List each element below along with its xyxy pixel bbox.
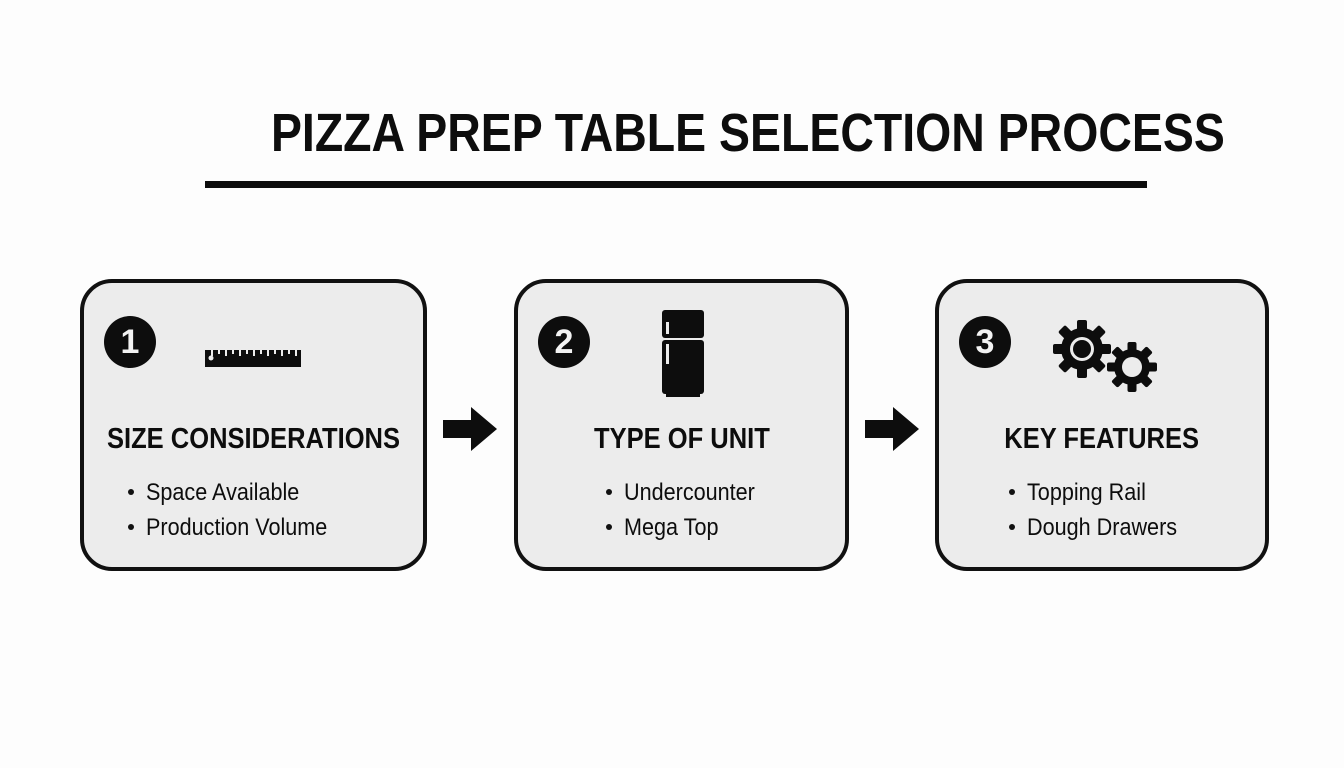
bullet-icon (606, 524, 612, 530)
step-number-badge: 1 (104, 316, 156, 368)
list-item: Production Volume (128, 510, 347, 545)
step-card-type-of-unit (514, 279, 849, 571)
bullet-icon (128, 524, 134, 530)
step-title: SIZE CONSIDERATIONS (106, 423, 401, 455)
ruler-icon (205, 343, 303, 369)
bullet-icon (128, 489, 134, 495)
list-item: Mega Top (606, 510, 769, 545)
step-number-badge: 3 (959, 316, 1011, 368)
step-bullet-list (606, 475, 769, 545)
arrow-right-icon (865, 406, 919, 452)
step-card-size-considerations (80, 279, 427, 571)
refrigerator-icon (662, 310, 706, 398)
list-item: Space Available (128, 475, 347, 510)
list-item: Undercounter (606, 475, 769, 510)
step-title: TYPE OF UNIT (593, 423, 770, 455)
list-item: Topping Rail (1009, 475, 1194, 510)
step-number-badge: 2 (538, 316, 590, 368)
step-card-key-features (935, 279, 1269, 571)
page-title: PIZZA PREP TABLE SELECTION PROCESS (270, 103, 1225, 163)
list-item: Dough Drawers (1009, 510, 1194, 545)
bullet-icon (606, 489, 612, 495)
step-bullet-list (1009, 475, 1194, 545)
title-underline (205, 181, 1147, 188)
step-bullet-list (128, 475, 347, 545)
bullet-icon (1009, 524, 1015, 530)
arrow-right-icon (443, 406, 497, 452)
gears-icon (1052, 319, 1162, 395)
step-title: KEY FEATURES (1004, 423, 1200, 455)
bullet-icon (1009, 489, 1015, 495)
